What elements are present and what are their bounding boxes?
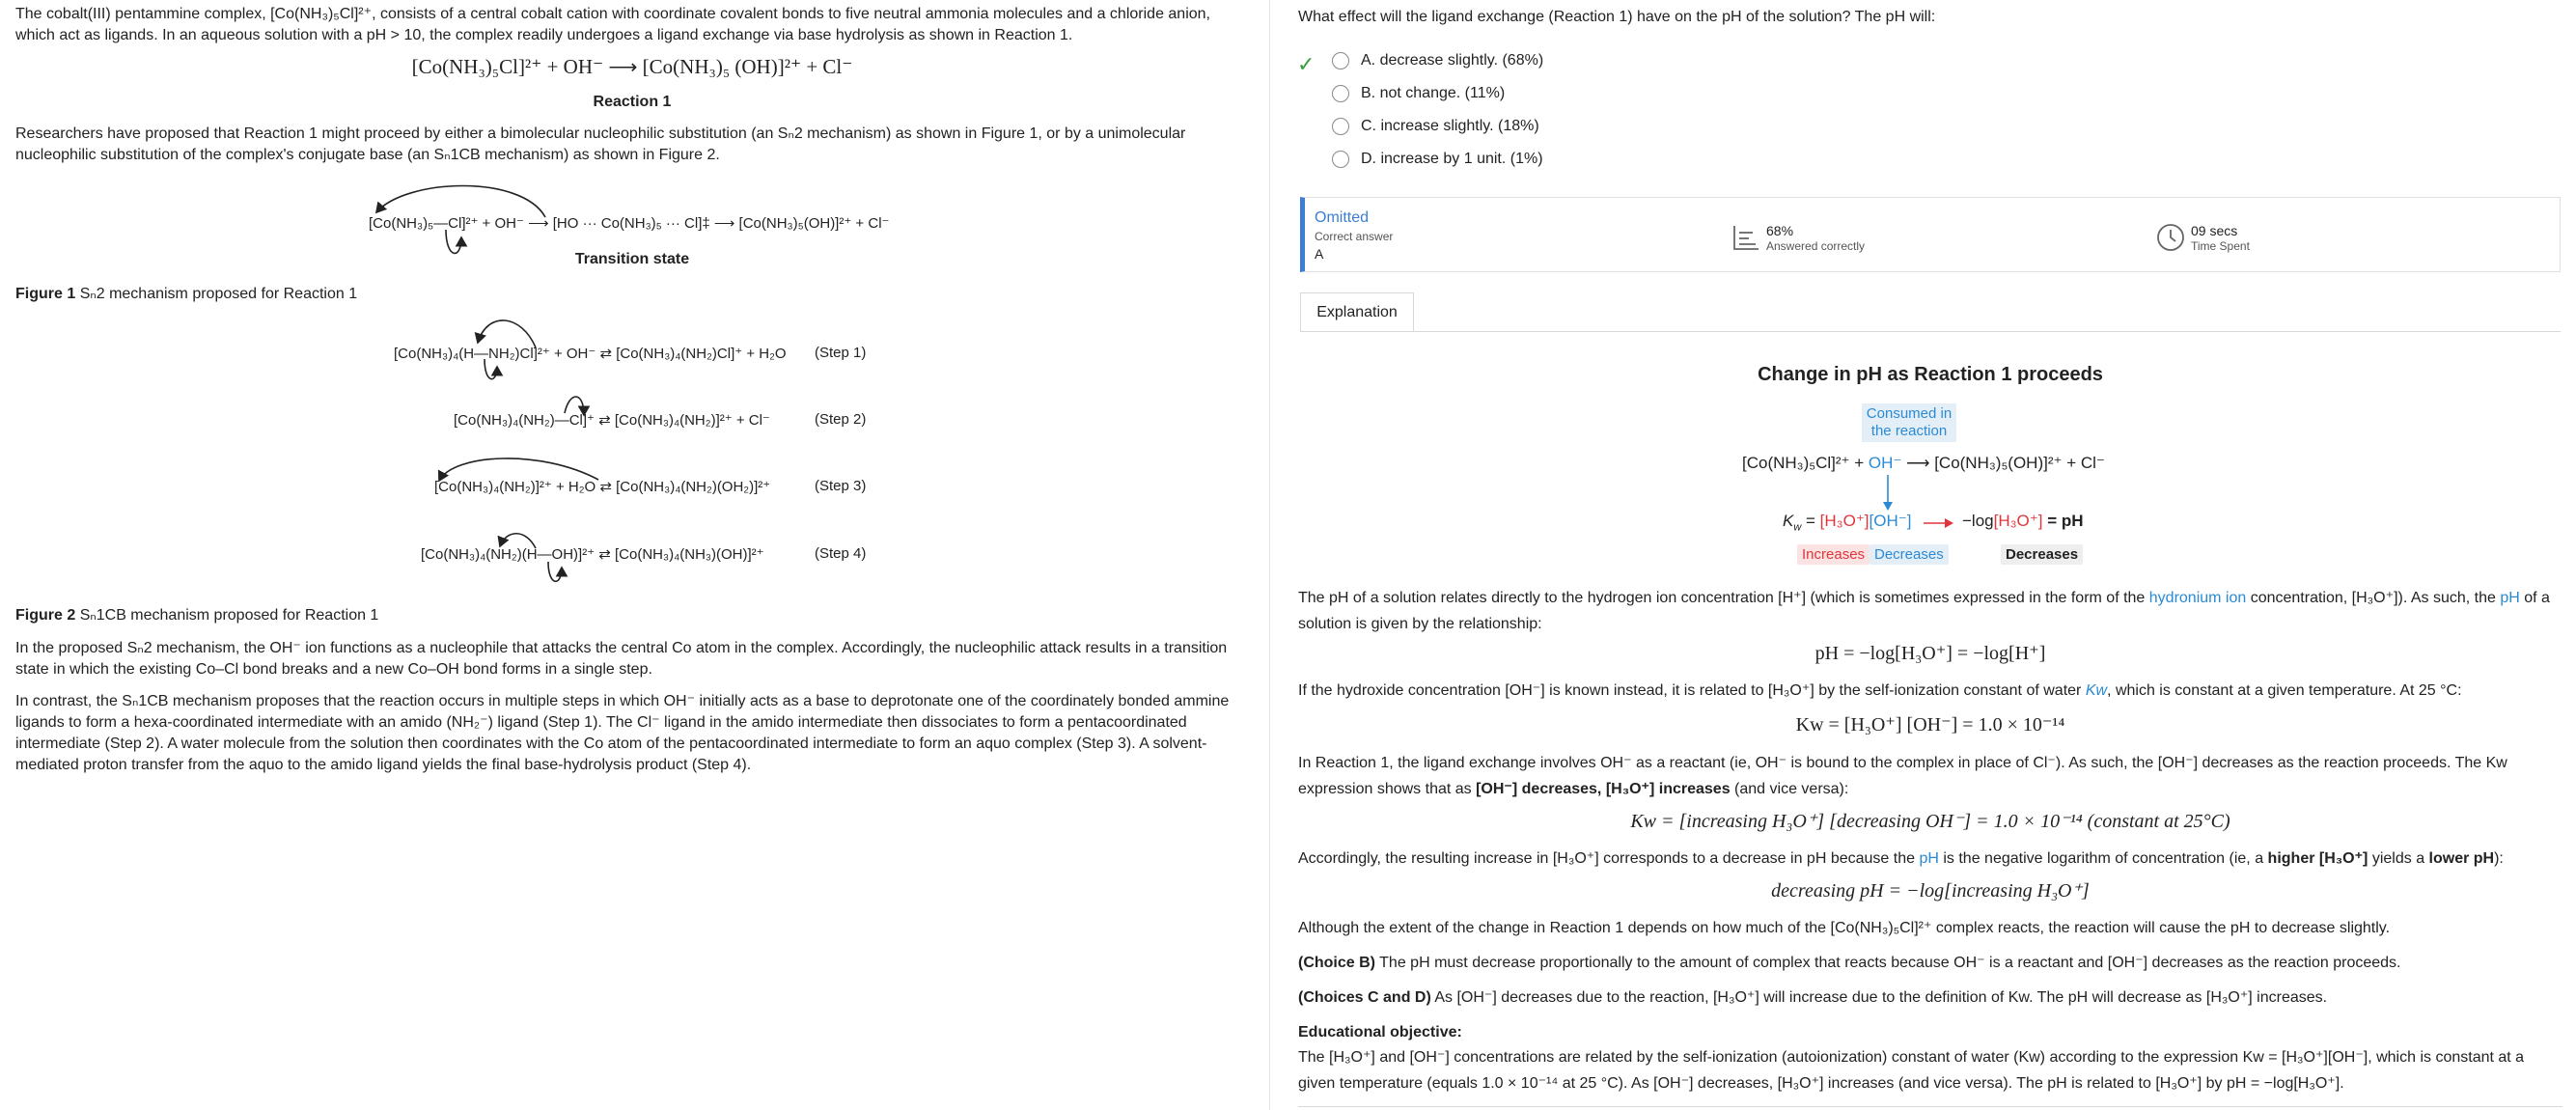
- explanation-p3: [1298, 750, 2562, 802]
- explanation-p4: [1298, 846, 2562, 872]
- fig-log-row: [1962, 512, 2084, 531]
- choice-b-pct: (11%): [1464, 85, 1506, 101]
- radio-b[interactable]: [1332, 85, 1349, 102]
- explanation-p5: Although the extent of the change in Reaction 1 depends on how much of the [Co(NH₃)₅Cl]²⁺ complex reacts, the reaction will cause the pH to decrease slightly.: [1298, 920, 2391, 936]
- choice-a-text: decrease slightly.: [1379, 52, 1499, 69]
- p4-bold-2: lower pH: [2428, 850, 2495, 867]
- time-spent-value: 09 secs: [2191, 223, 2238, 238]
- choice-c-text: increase slightly.: [1380, 118, 1494, 134]
- bar-chart-icon: [1731, 223, 1760, 252]
- time-spent-label: Time Spent: [2191, 239, 2250, 253]
- fig-kw-eq: =: [1801, 512, 1820, 530]
- fig2-caption-row: [15, 605, 378, 626]
- percent-correct-value: 68%: [1766, 223, 1794, 238]
- clock-icon: [2156, 223, 2185, 252]
- choice-a-pct: (68%): [1502, 52, 1544, 69]
- p4-bold-1: higher [H₃O⁺]: [2267, 850, 2368, 867]
- fig-kw-row: [1783, 512, 1911, 533]
- radio-a[interactable]: [1332, 52, 1349, 69]
- explanation-choice-b: [1298, 950, 2562, 976]
- consumed-label: Consumed in the reaction: [1862, 403, 1956, 442]
- tag-increases: Increases: [1797, 544, 1870, 565]
- fig-kw-symbol: K: [1783, 512, 1794, 530]
- choice-b[interactable]: [1332, 85, 1505, 102]
- sn1cb-paragraph: In contrast, the Sₙ1CB mechanism proposes that the reaction occurs in multiple steps in which OH⁻ initially acts as a base to deprotonate one of the coordinately bonded ammine ligands to form a hexa-coordinated intermediate with an amido (NH₂⁻) ligand (Step 1). The Cl⁻ ligand in the amido intermediate then dissociates to form a pentacoordinated intermediate (Step 2). A water molecule from the solution then coordinates with the Co atom of the pentacoordinated intermediate to form an aquo complex (Step 3). A solvent-mediated proton transfer from the aquo to the amido ligand yields the final base-hydrolysis product (Step 4).: [15, 693, 1230, 773]
- choice-c[interactable]: [1332, 118, 1539, 135]
- choice-cd-heading: (Choices C and D): [1298, 989, 1431, 1006]
- equation-kw-trend: Kw = [increasing H₃O⁺] [decreasing OH⁻] = 1.0 × 10⁻¹⁴ (constant at 25°C): [1630, 811, 2230, 832]
- fig1-label: Figure 1: [15, 286, 76, 302]
- fig2-label: Figure 2: [15, 607, 76, 624]
- reaction1-equation: [Co(NH₃)₅Cl]²⁺ + OH⁻ ⟶ [Co(NH₃)₅ (OH)]²⁺ + Cl⁻: [411, 55, 853, 78]
- fig-log-suffix: = pH: [2042, 512, 2084, 530]
- step1-label: (Step 1): [815, 345, 867, 361]
- fig-reaction-oh: OH⁻: [1868, 454, 1902, 472]
- choice-d-text: increase by 1 unit.: [1380, 151, 1507, 167]
- p4-text-d: ):: [2494, 850, 2504, 867]
- status-omitted: Omitted: [1315, 209, 1370, 226]
- fig2-caption: Sₙ1CB mechanism proposed for Reaction 1: [79, 607, 379, 624]
- fig-reaction-left: [Co(NH₃)₅Cl]²⁺ +: [1742, 454, 1869, 472]
- p3-bold: [OH⁻] decreases, [H₃O⁺] increases: [1476, 781, 1731, 797]
- p2-text-b: , which is constant at a given temperature. At 25 °C:: [2107, 682, 2462, 699]
- equation-ph-trend: decreasing pH = −log[increasing H₃O⁺]: [1771, 880, 2090, 902]
- reaction1-label: Reaction 1: [593, 94, 672, 110]
- answer-stats-box: [1300, 197, 2561, 272]
- step2-label: (Step 2): [815, 411, 867, 428]
- explanation-figure-title: Change in pH as Reaction 1 proceeds: [1758, 364, 2103, 385]
- fig-kw-sub: w: [1793, 521, 1802, 534]
- radio-c[interactable]: [1332, 118, 1349, 135]
- choice-d-pct: (1%): [1510, 151, 1543, 167]
- p4-text-c: yields a: [2368, 850, 2429, 867]
- step3-equation: [Co(NH₃)₄(NH₂)]²⁺ + H₂O ⇄ [Co(NH₃)₄(NH₂)(OH₂)]²⁺: [434, 479, 771, 495]
- choice-a-letter: A.: [1361, 52, 1376, 69]
- correct-answer-value: A: [1315, 246, 1324, 262]
- sn2-paragraph: In the proposed Sₙ2 mechanism, the OH⁻ ion functions as a nucleophile that attacks the central Co atom in the complex. Accordingly, the nucleophilic attack results in a transition state in which the existing Co–Cl bond breaks and a new Co–OH bond forms in a single step.: [15, 640, 1228, 678]
- fig1-caption: Sₙ2 mechanism proposed for Reaction 1: [79, 286, 358, 302]
- fig-reaction-right: ⟶ [Co(NH₃)₅(OH)]²⁺ + Cl⁻: [1901, 454, 2105, 472]
- p1-text-b: concentration, [H₃O⁺]). As such, the: [2246, 590, 2501, 606]
- choice-b-heading: (Choice B): [1298, 955, 1375, 971]
- down-arrow-icon: [1882, 475, 1894, 512]
- correct-check-icon: ✓: [1297, 52, 1316, 76]
- explanation-p1: [1298, 585, 2562, 637]
- choice-b-letter: B.: [1361, 85, 1376, 101]
- choice-d-letter: D.: [1361, 151, 1376, 167]
- choice-b-text: The pH must decrease proportionally to the amount of complex that reacts because OH⁻ is a reactant and [OH⁻] decreases as the reaction proceeds.: [1375, 955, 2401, 971]
- explanation-p2: [1298, 678, 2562, 704]
- choice-b-text: not change.: [1379, 85, 1461, 101]
- educational-objective-text: The [H₃O⁺] and [OH⁻] concentrations are related by the self-ionization (autoionization) constant of water (Kw) according to the expression Kw = [H₃O⁺][OH⁻], which is constant at a given temperature (equals 1.0 × 10⁻¹⁴ at 25 °C). As [OH⁻] decreases, [H₃O⁺] increases (and vice versa). The pH is related to [H₃O⁺] by pH = −log[H₃O⁺].: [1298, 1049, 2525, 1092]
- right-arrow-icon: [1922, 517, 1956, 529]
- fig1-caption-row: [15, 284, 357, 305]
- p3-text-b: (and vice versa):: [1730, 781, 1849, 797]
- p2-text-a: If the hydroxide concentration [OH⁻] is known instead, it is related to [H₃O⁺] by the self-ionization constant of water: [1298, 682, 2086, 699]
- p4-text-b: is the negative logarithm of concentration (ie, a: [1938, 850, 2268, 867]
- question-stem: What effect will the ligand exchange (Reaction 1) have on the pH of the solution? The pH will:: [1298, 9, 1936, 25]
- p3-text-a: In Reaction 1, the ligand exchange involves OH⁻ as a reactant (ie, OH⁻ is bound to the complex in place of Cl⁻). As such, the [OH⁻] decreases as the reaction proceeds. The Kw expression shows that as: [1298, 755, 2507, 797]
- choice-c-pct: (18%): [1498, 118, 1539, 134]
- step2-equation: [Co(NH₃)₄(NH₂)—Cl]⁺ ⇄ [Co(NH₃)₄(NH₂)]²⁺ + Cl⁻: [454, 412, 770, 429]
- step4-label: (Step 4): [815, 545, 867, 562]
- fig1-equation: [Co(NH₃)₅—Cl]²⁺ + OH⁻ ⟶ [HO ··· Co(NH₃)₅ ··· Cl]‡ ⟶ [Co(NH₃)₅(OH)]²⁺ + Cl⁻: [369, 215, 890, 232]
- choice-a[interactable]: [1332, 52, 1543, 69]
- fig1-transition-state-label: Transition state: [574, 251, 690, 267]
- fig-kw-oh: [OH⁻]: [1869, 512, 1912, 530]
- ph-link-2[interactable]: pH: [1919, 850, 1939, 867]
- passage-pane: [0, 0, 1270, 1110]
- fig-kw-h3o: [H₃O⁺]: [1819, 512, 1870, 530]
- fig-log-prefix: −log: [1962, 512, 1994, 530]
- step1-equation: [Co(NH₃)₄(H—NH₂)Cl]²⁺ + OH⁻ ⇄ [Co(NH₃)₄(NH₂)Cl]⁺ + H₂O: [394, 346, 787, 362]
- choice-cd-text: As [OH⁻] decreases due to the reaction, [H₃O⁺] will increase due to the definition of Kw. The pH will decrease as [H₃O⁺] increases.: [1430, 989, 2328, 1006]
- tab-divider: [1300, 331, 2561, 332]
- choice-d[interactable]: [1332, 151, 1543, 168]
- step3-label: (Step 3): [815, 478, 867, 494]
- educational-objective-title: Educational objective:: [1298, 1024, 1462, 1041]
- p1-text-a: The pH of a solution relates directly to the hydrogen ion concentration [H⁺] (which is sometimes expressed in the form of the: [1298, 590, 2149, 606]
- choice-c-letter: C.: [1361, 118, 1376, 134]
- bottom-divider: [1298, 1106, 2562, 1107]
- kw-link[interactable]: Kw: [2085, 682, 2108, 699]
- radio-d[interactable]: [1332, 151, 1349, 168]
- p1-text-c: of a solution is given by the relationship:: [1298, 590, 2550, 632]
- fig-log-h3o: [H₃O⁺]: [1993, 512, 2043, 530]
- tag-decreases: Decreases: [1870, 544, 1949, 565]
- passage-intro: The cobalt(III) pentammine complex, [Co(NH₃)₅Cl]²⁺, consists of a central cobalt cation with coordinate covalent bonds to five neutral ammonia molecules and a chloride anion, which act as ligands. In an aqueous solution with a pH > 10, the complex readily undergoes a ligand exchange via base hydrolysis as shown in Reaction 1.: [15, 6, 1210, 43]
- equation-kw: Kw = [H₃O⁺] [OH⁻] = 1.0 × 10⁻¹⁴: [1795, 714, 2065, 735]
- tag-decreases-ph: Decreases: [2001, 544, 2083, 565]
- hydronium-link[interactable]: hydronium ion: [2148, 590, 2247, 606]
- ph-link[interactable]: pH: [2500, 590, 2520, 606]
- step4-equation: [Co(NH₃)₄(NH₂)(H—OH)]²⁺ ⇄ [Co(NH₃)₄(NH₃)(OH)]²⁺: [421, 546, 764, 563]
- tab-explanation[interactable]: Explanation: [1300, 292, 1414, 331]
- percent-correct-label: Answered correctly: [1766, 239, 1866, 253]
- equation-ph: pH = −log[H₃O⁺] = −log[H⁺]: [1814, 643, 2046, 664]
- fig-reaction: [1742, 454, 2105, 473]
- p4-text-a: Accordingly, the resulting increase in [H₃O⁺] corresponds to a decrease in pH because the: [1298, 850, 1920, 867]
- correct-answer-label: Correct answer: [1315, 230, 1394, 243]
- passage-proposal: Researchers have proposed that Reaction 1 might proceed by either a bimolecular nucleophilic substitution (an Sₙ2 mechanism) as shown in Figure 1, or by a unimolecular nucleophilic substitution of the complex's conjugate base (an Sₙ1CB mechanism) as shown in Figure 2.: [15, 125, 1186, 163]
- explanation-choice-cd: [1298, 985, 2562, 1011]
